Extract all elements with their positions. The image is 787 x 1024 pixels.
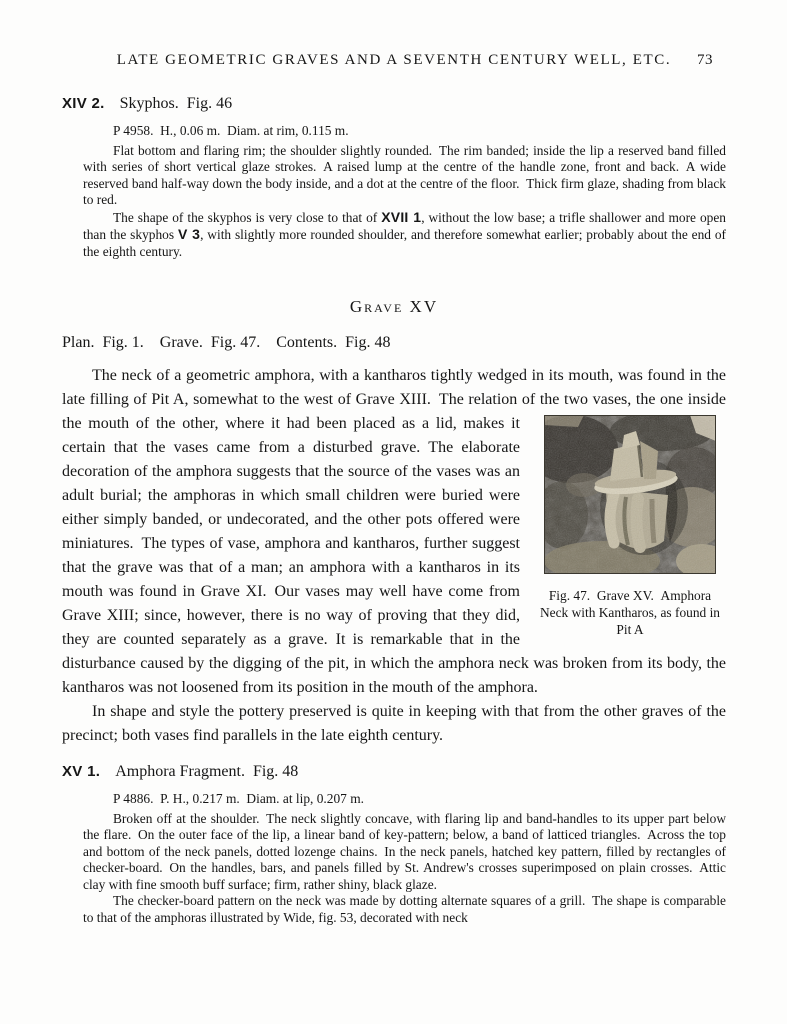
- note-paragraph: The checker-board pattern on the neck was made by dotting alternate squares of a grill. The shape is comparable to that of the amphoras illustrated by Wide, fig. 53, decorated with neck: [83, 893, 726, 925]
- entry-heading: [62, 95, 726, 113]
- figure-47-photo: [544, 415, 716, 574]
- vase-reference-v-3: V 3: [177, 226, 201, 242]
- entry-title: Amphora Fragment. Fig. 48: [115, 763, 299, 780]
- entry-heading: [62, 763, 726, 781]
- measurements-line: P 4958. H., 0.06 m. Diam. at rim, 0.115 m.: [113, 123, 349, 138]
- intro-text-before-figure: The neck of a geometric amphora, with a kantharos tightly wedged in its mouth, was found in the late filling of Pit A, somewhat to the west of Grave XIII. The relation of the: [62, 367, 726, 408]
- page-number: 73: [697, 52, 713, 68]
- figure-47: [534, 415, 726, 638]
- vase-reference-xvii-1: XVII 1: [381, 208, 422, 225]
- catalog-text-block: [83, 791, 726, 926]
- figure-47-caption: Fig. 47. Grave XV. Amphora Neck with Kantharos, as found in Pit A: [540, 588, 720, 637]
- comparison-paragraph: [83, 209, 726, 261]
- entry-number-label: XIV 2.: [62, 95, 105, 112]
- comparison-text: The shape of the skyphos is very close to that of: [113, 209, 382, 225]
- comparison-text: , without the low base; a trifle shallower and more open than the skyphos: [83, 209, 726, 242]
- catalog-entry-xv-1: [62, 763, 726, 926]
- grave-xv-heading: Grave XV: [349, 297, 439, 316]
- description-paragraph: Broken off at the shoulder. The neck slightly concave, with flaring lip and band-handles to its upper part below the flare. On the outer face of the lip, a linear band of key-pattern; below, a band of latticed triangles. Across the top and bottom of the neck panels, dotted lozenge chains. In the neck panels, hatched key pattern, filled by rectangles of checker-board. On the handles, bars, and panels filled by St. Andrew's crosses superimposed on plain crosses. Attic clay with fine smooth buff surface; firm, rather shiny, black glaze.: [83, 810, 726, 892]
- description-paragraph: Flat bottom and flaring rim; the shoulder slightly rounded. The rim banded; inside the lip a reserved band filled with series of short vertical glaze strokes. A raised lump at the centre of the handle zone, front and back. A wide reserved band half-way down the body inside, and a dot at the centre of the floor. Thick firm glaze, shading from black to red.: [83, 142, 726, 207]
- intro-text-after-figure: two vases, the one inside the mouth of the other, where it had been placed as a lid, makes it certain that the vases came from a disturbed grave. The elaborate decoration of the amphora suggests that the source of the vases was an adult burial; the amphoras in which small children were buried were either simply banded, or undecorated, and the other pots offered were miniatures. The types of vase, amphora and kantharos, further suggest that the grave was that of a man; an amphora with a kantharos in its mouth was found in Grave XI. Our vases may well have come from Grave XIII; since, however, there is no way of proving that they did, they are counted separately as a grave. It is remarkable that in the disturbance caused by the digging of the pit, in which the amphora neck was broken from its body, the kantharos was not loosened from its position in the mouth of the amphora.: [62, 391, 726, 696]
- paragraph-grave-xv-style: In shape and style the pottery preserved is quite in keeping with that from the other graves of the precinct; both vases find parallels in the late eighth century.: [62, 703, 726, 744]
- page-header: [62, 52, 726, 69]
- comparison-text: , with slightly more rounded shoulder, and therefore somewhat earlier; probably about the end of the eighth century.: [83, 227, 726, 259]
- catalog-text-block: [83, 123, 726, 260]
- figure-references-line: Plan. Fig. 1. Grave. Fig. 47. Contents. Fig. 48: [62, 334, 391, 351]
- entry-number-label: XV 1.: [62, 763, 101, 780]
- running-title: LATE GEOMETRIC GRAVES AND A SEVENTH CENTURY WELL, ETC.: [116, 52, 672, 68]
- paragraph-grave-xv-intro: [62, 364, 726, 700]
- measurements-line: P 4886. P. H., 0.217 m. Diam. at lip, 0.207 m.: [113, 791, 364, 806]
- entry-title: Skyphos. Fig. 46: [119, 95, 233, 112]
- catalog-entry-xiv-2: [62, 95, 726, 260]
